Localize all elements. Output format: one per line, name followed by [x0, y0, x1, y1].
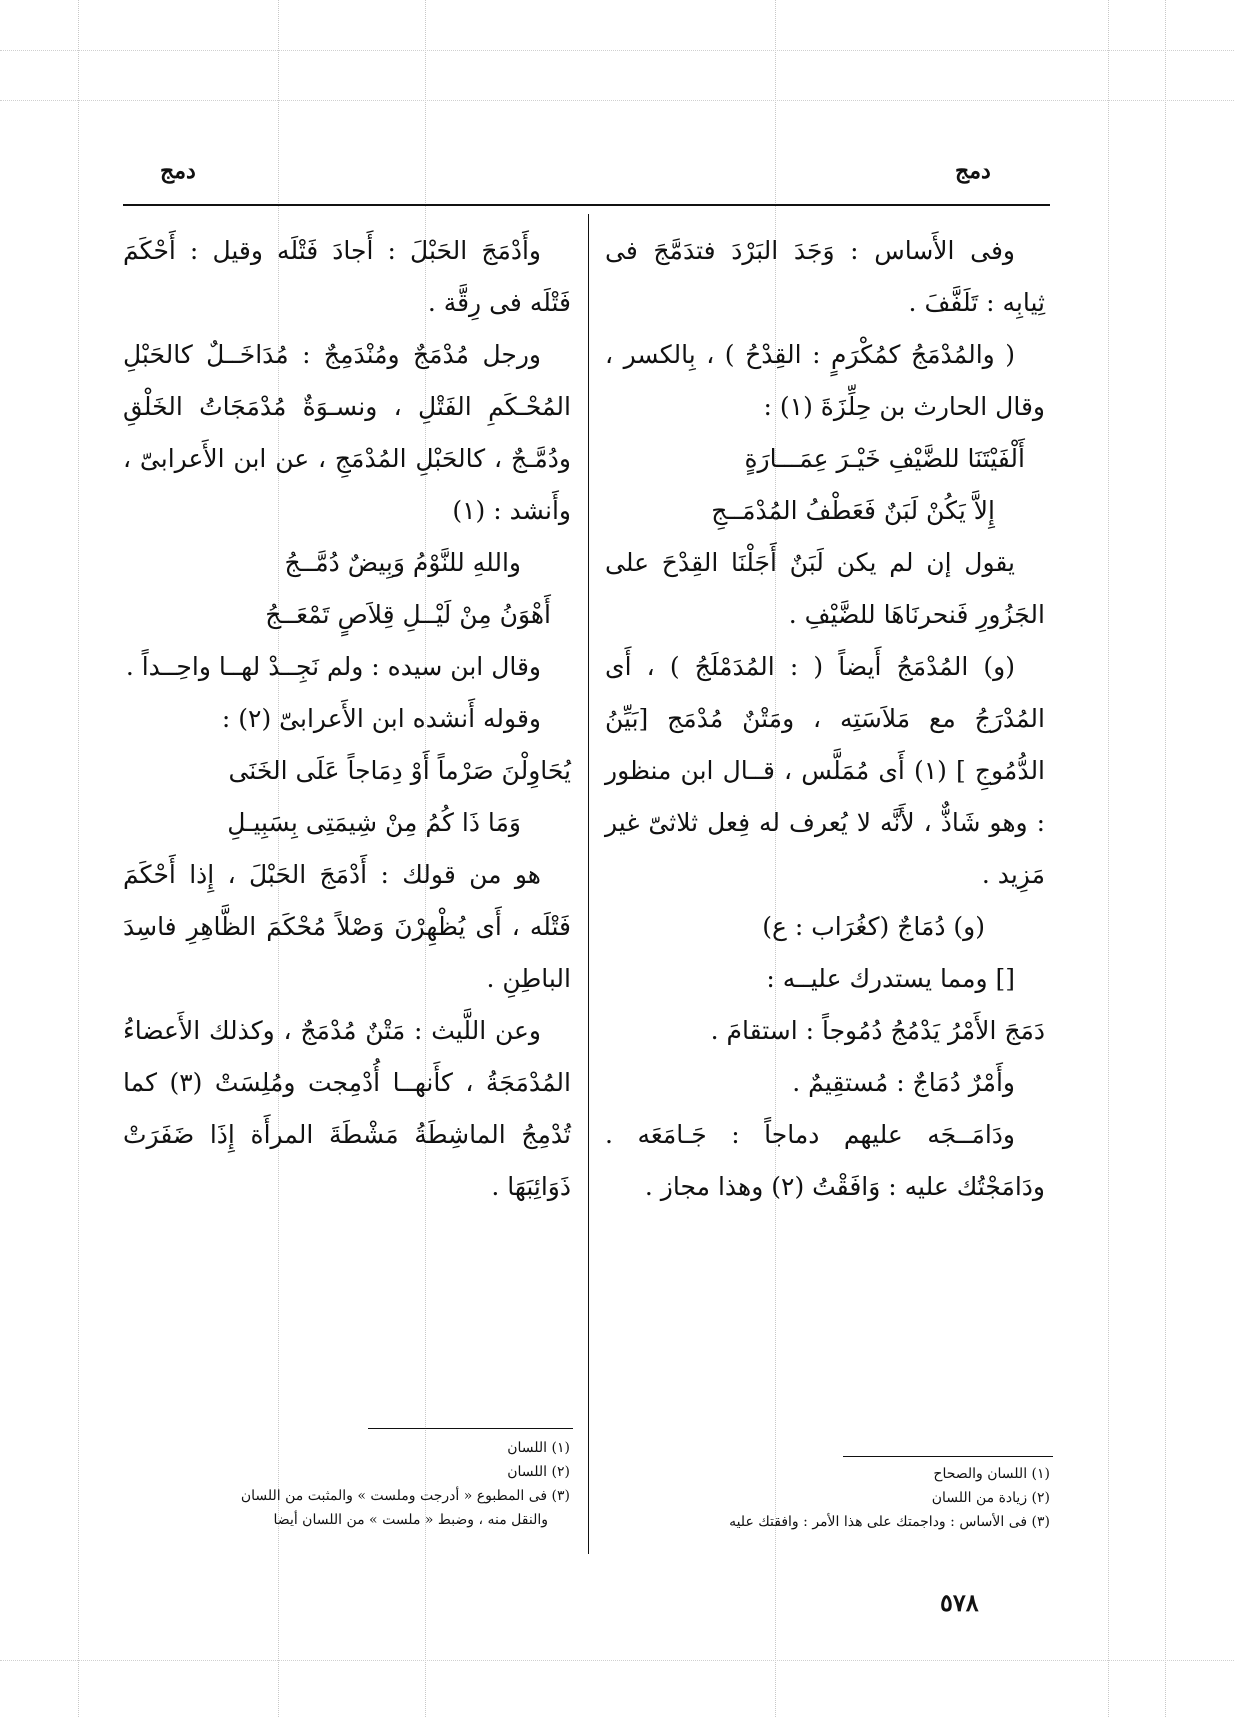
footnote: (٢) زيادة من اللسان — [931, 1490, 1050, 1506]
entry-paragraph: هو من قولك : أَدْمَجَ الحَبْلَ ، إِذا أَحْكَمَ فَتْلَه ، أَى يُظْهِرْنَ وَصْلاً مُحْكَمَ الظَّاهِرِ فاسِدَ الباطِنِ . — [123, 860, 571, 993]
left-footnotes — [120, 1436, 570, 1532]
section-heading: [] ومما يستدرك عليــه : — [766, 964, 1015, 993]
entry-paragraph: وقال ابن سيده : ولم نَجِــدْ لهــا واحِــداً . — [125, 652, 541, 681]
header-rule — [123, 204, 1050, 206]
verse-line: واللهِ للنَّوْمُ وَبِيضٌ دُمَّــجُ — [284, 548, 521, 577]
running-head-left: دمج — [160, 158, 196, 184]
verse-line: أَهْوَنُ مِنْ لَيْــلِ قِلاَصٍ تَمْعَــجُ — [265, 600, 551, 629]
entry-paragraph: ودَامَــجَه عليهم دماجاً : جَـامَعَه . ودَامَجْتُك عليه : وَافَقْتُ (٢) وهذا مجاز . — [605, 1120, 1045, 1201]
verse-line: أَلْفَيْتَنَا للضَّيْفِ خَيْـرَ عِمَـــارَةٍ — [744, 444, 1025, 473]
right-footnotes — [610, 1462, 1050, 1534]
entry-paragraph: (و) دُمَاجٌ (كغُرَاب : ع) — [762, 912, 985, 941]
entry-paragraph: ورجل مُدْمَجٌ ومُنْدَمِجٌ : مُدَاخَــلٌ كالحَبْلِ المُحْـكَمِ الفَتْلِ ، ونسـوَةٌ مُدْمَجَاتُ الخَلْقِ ودُمَّـجٌ ، كالحَبْلِ المُدْمَجِ ، عن ابن الأَعرابىّ ، وأَنشد : (١) — [123, 340, 571, 525]
page-number: ٥٧٨ — [940, 1588, 979, 1617]
entry-paragraph: وعن اللَّيث : مَتْنٌ مُدْمَجٌ ، وكذلك الأَعضاءُ المُدْمَجَةُ ، كأَنهــا أُدْمِجت ومُلِسَتْ (٣) كما تُدْمِجُ الماشِطَةُ مَشْطَةَ المرأَة إِذَا ضَفَرَتْ ذَوَائِبَهَا . — [123, 1016, 571, 1201]
entry-paragraph: ( والمُدْمَجُ كمُكْرَمٍ : القِدْحُ ) ، بِالكسر ، وقال الحارث بن حِلِّزَةَ (١) : — [605, 340, 1045, 421]
verse-line: وَمَا ذَا كُمُ مِنْ شِيمَتِى بِسَبِيـلِ — [227, 808, 521, 837]
entry-paragraph: وأَمْرٌ دُمَاجٌ : مُستقِيمٌ . — [792, 1068, 1015, 1097]
footnote: (٣) فى الأساس : وداجمتك على هذا الأمر : وافقتك عليه — [729, 1514, 1050, 1530]
entry-paragraph: دَمَجَ الأَمْرُ يَدْمُجُ دُمُوجاً : استقامَ . — [710, 1016, 1045, 1045]
footnote-rule — [843, 1456, 1053, 1457]
left-column — [123, 225, 571, 1213]
entry-paragraph: يقول إن لم يكن لَبَنٌ أَجَلْنَا القِدْحَ على الجَزُورِ فَنحرنَاهَا للضَّيْفِ . — [605, 548, 1045, 629]
verse-line: إِلاَّ يَكُنْ لَبَنٌ فَعَطْفُ المُدْمَــجِ — [711, 496, 995, 525]
footnote-rule — [368, 1428, 573, 1429]
entry-paragraph: وفى الأَساس : وَجَدَ البَرْدَ فتدَمَّجَ فى ثِيابِه : تَلَفَّفَ . — [605, 236, 1045, 317]
entry-paragraph: وأَدْمَجَ الحَبْلَ : أَجادَ فَتْلَه وقيل : أَحْكَمَ فَتْلَه فى رِقَّة . — [123, 236, 571, 317]
footnote: (١) اللسان والصحاح — [933, 1466, 1050, 1482]
entry-paragraph: (و) المُدْمَجُ أَيضاً ( : المُدَمْلَجُ ) ، أَى المُدْرَجُ مع مَلاَسَتِه ، ومَتْنٌ مُدْمَج [بَيِّنُ الدُّمُوجِ ] (١) أَى مُمَلَّس ، قــال ابن منظور : وهو شَاذٌّ ، لأَنَّه لا يُعرف له فِعل ثلاثىّ غير مَزِيد . — [605, 652, 1046, 889]
entry-paragraph: وقوله أَنشده ابن الأَعرابىّ (٢) : — [221, 704, 541, 733]
footnote-continuation: والنقل منه ، وضبط « ملست » من اللسان أيضا — [273, 1512, 548, 1528]
footnote: (١) اللسان — [507, 1440, 570, 1456]
verse-line: يُحَاوِلْنَ صَرْماً أَوْ دِمَاجاً عَلَى الخَنَى — [228, 756, 571, 785]
column-separator — [588, 214, 589, 1554]
running-head-right: دمج — [955, 158, 991, 184]
right-column — [605, 225, 1045, 1213]
footnote: (٣) فى المطبوع « أدرجت وملست » والمثبت من اللسان — [240, 1488, 570, 1504]
footnote: (٢) اللسان — [507, 1464, 570, 1480]
